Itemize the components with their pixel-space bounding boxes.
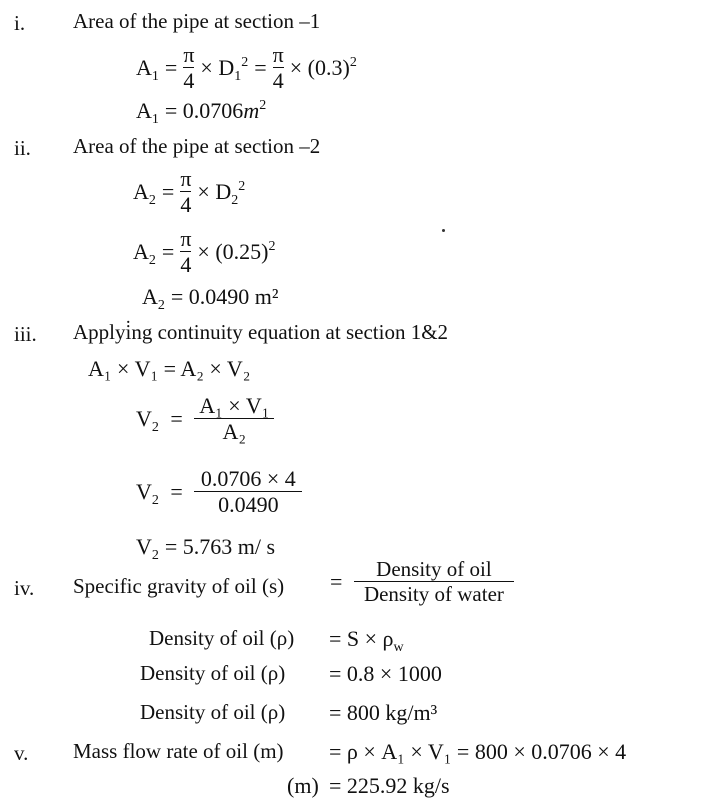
step-title-3: Applyi̇ng continuity equation at section 1&2 (73, 320, 449, 344)
fraction-numeric: $\frac{0.0706 \times 4}{0.0490}$ (194, 466, 302, 518)
density-label-3: Density of oil (ρ) (140, 700, 286, 724)
fraction-pi-over-4-c: $\frac{\pi}{4}$ (180, 166, 192, 218)
equation-specific-gravity: = $\frac{\text{Density of oil}}{\text{Density of water}}$ (327, 557, 517, 606)
step-title-5: Mass flow rate of oil (m) (73, 739, 284, 763)
fraction-pi-over-4-b: $\frac{\pi}{4}$ (272, 42, 284, 94)
equation-a2-substitution: $A_2$ = $\frac{\pi}{4}$ × $(0.25)^2$ (133, 226, 276, 278)
fraction-pi-over-4-d: $\frac{\pi}{4}$ (180, 226, 192, 278)
equation-a1-formula: $A_1$ = $\frac{\pi}{4}$ × $D_1^2$ = $\frac{\pi}{4}$ × $(0.3)^2$ (136, 42, 357, 94)
step-number-3: iii. (14, 322, 37, 346)
equation-v2-numeric: $V_2$ = $\frac{0.0706 \times 4}{0.0490}$ (133, 466, 305, 518)
equation-continuity: A₁ × V₁ = A₂ × V₂ (88, 356, 251, 381)
step-number-2: ii. (14, 136, 31, 160)
step-title-4: Specific gravity of oil (s) (73, 574, 285, 598)
density-eq-3: = 800 kg/m³ (329, 700, 438, 725)
fraction-pi-over-4: $\frac{\pi}{4}$ (183, 42, 195, 94)
equation-a2-formula: $A_2$ = $\frac{\pi}{4}$ × $D_2^2$ (133, 166, 246, 218)
density-label-1: Density of oil (ρ) (149, 626, 295, 650)
fraction-density-ratio: $\frac{\text{Density of oil}}{\text{Density of water}}$ (354, 557, 514, 606)
step-number-4: iv. (14, 576, 35, 600)
equation-a1-result: $A_1$ = 0.0706 $m^2$ (136, 98, 267, 127)
mass-flow-result: = 225.92 kg/s (329, 773, 450, 798)
equation-v2-symbolic: $V_2$ = $\frac{\text{A₁ × V₁}}{\text{A₂}}$ (133, 393, 277, 445)
density-eq-2: = 0.8 × 1000 (329, 661, 442, 686)
fraction-a1v1-over-a2: $\frac{\text{A₁ × V₁}}{\text{A₂}}$ (194, 393, 274, 445)
step-number-1: i. (14, 11, 26, 35)
step-number-5: v. (14, 741, 29, 765)
scan-speck (442, 229, 445, 232)
density-eq-1: = $S \times \rho_w$ (329, 626, 404, 655)
equation-a2-result: $A_2$ = 0.0490 m² (142, 284, 279, 313)
step-title-1: Area of the pipe at section –1 (73, 9, 321, 33)
equation-v2-result: $V_2$ = 5.763 m/ s (136, 534, 276, 563)
mass-flow-equation: = ρ × A₁ × V₁ = 800 × 0.0706 × 4 (329, 739, 627, 764)
mass-flow-label: (m) (287, 773, 319, 798)
density-label-2: Density of oil (ρ) (140, 661, 286, 685)
step-title-2: Area of the pipe at section –2 (73, 134, 321, 158)
